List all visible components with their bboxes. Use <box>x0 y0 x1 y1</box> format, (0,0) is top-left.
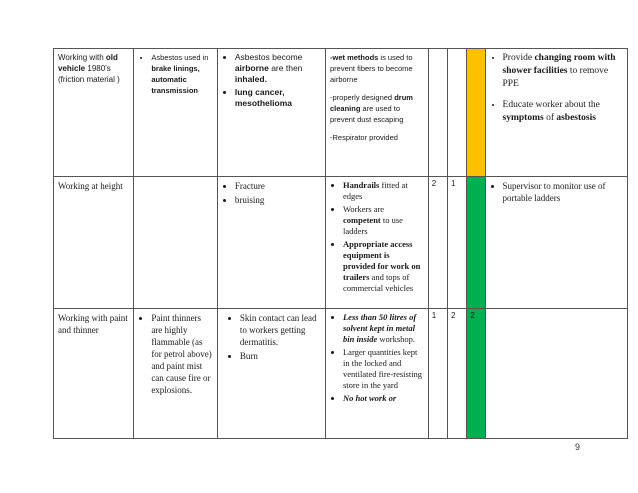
table-row <box>54 309 628 439</box>
further-action-cell <box>485 309 627 439</box>
list-item: • Fracture <box>235 180 321 192</box>
list-item: • lung cancer, mesothelioma <box>235 87 321 109</box>
list-item: • Workers are competent to use ladders <box>343 204 424 237</box>
rating-cell: 1 <box>428 309 447 439</box>
risk-level-cell-green <box>467 177 485 309</box>
controls-cell <box>325 177 428 309</box>
list-item: • No hot work or <box>343 393 424 404</box>
table-row <box>54 49 628 177</box>
list-item: • bruising <box>235 194 321 206</box>
hazard-cell <box>134 309 218 439</box>
activity-text-bold: old vehicle <box>58 53 118 73</box>
harm-cell <box>217 177 325 309</box>
rating-cell <box>428 49 447 177</box>
controls-cell <box>325 49 428 177</box>
hazard-cell <box>134 49 218 177</box>
activity-cell: Working at height <box>54 177 134 309</box>
table-row <box>54 177 628 309</box>
page-number: 9 <box>575 442 581 452</box>
list-item: • Burn <box>240 350 321 362</box>
harm-cell <box>217 309 325 439</box>
list-item: • Paint thinners are highly flammable (as for petrol above) and paint mist can cause fire or explosions. <box>151 312 213 396</box>
rating-cell <box>448 49 467 177</box>
list-item: • Appropriate access equipment is provided for work on trailers and tops of commercial vehicles <box>343 239 424 294</box>
further-action-cell <box>485 177 627 309</box>
list-item: • Provide changing room with shower facilities to remove PPE <box>503 52 623 91</box>
harm-cell <box>217 49 325 177</box>
rating-cell: 1 <box>448 177 467 309</box>
list-item: • Skin contact can lead to workers getting dermatitis. <box>240 312 321 348</box>
list-item: • Asbestos used in brake linings, automatic transmission <box>151 52 213 96</box>
rating-cell: 2 <box>448 309 467 439</box>
list-item: • Asbestos become airborne are then inhaled. <box>235 52 321 85</box>
risk-assessment-table <box>53 48 628 439</box>
rating-cell: 2 <box>428 177 447 309</box>
control-paragraph: -Respirator provided <box>329 133 398 142</box>
activity-text: Working with <box>58 53 106 62</box>
list-item: • Educate worker about the symptoms of asbestosis <box>503 99 623 125</box>
further-action-cell <box>485 49 627 177</box>
activity-cell <box>54 49 134 177</box>
risk-level-cell-amber <box>467 49 485 177</box>
list-item: • Less than 50 litres of solvent kept in metal bin inside workshop. <box>343 312 424 345</box>
control-paragraph: -wet methods is used to prevent fibers to become airborne <box>329 53 413 84</box>
list-item: • Handrails fitted at edges <box>343 180 424 202</box>
list-item: • Larger quantities kept in the locked and ventilated fire-resisting store in the yard <box>343 347 424 391</box>
risk-level-cell-green: 2 <box>467 309 485 439</box>
hazard-cell <box>134 177 218 309</box>
control-paragraph: -properly designed drum cleaning are used to prevent dust escaping <box>329 93 413 124</box>
activity-text-rest: 1980’s (friction material ) <box>58 64 120 84</box>
activity-cell: Working with paint and thinner <box>54 309 134 439</box>
list-item: • Supervisor to monitor use of portable ladders <box>503 180 623 204</box>
controls-cell <box>325 309 428 439</box>
